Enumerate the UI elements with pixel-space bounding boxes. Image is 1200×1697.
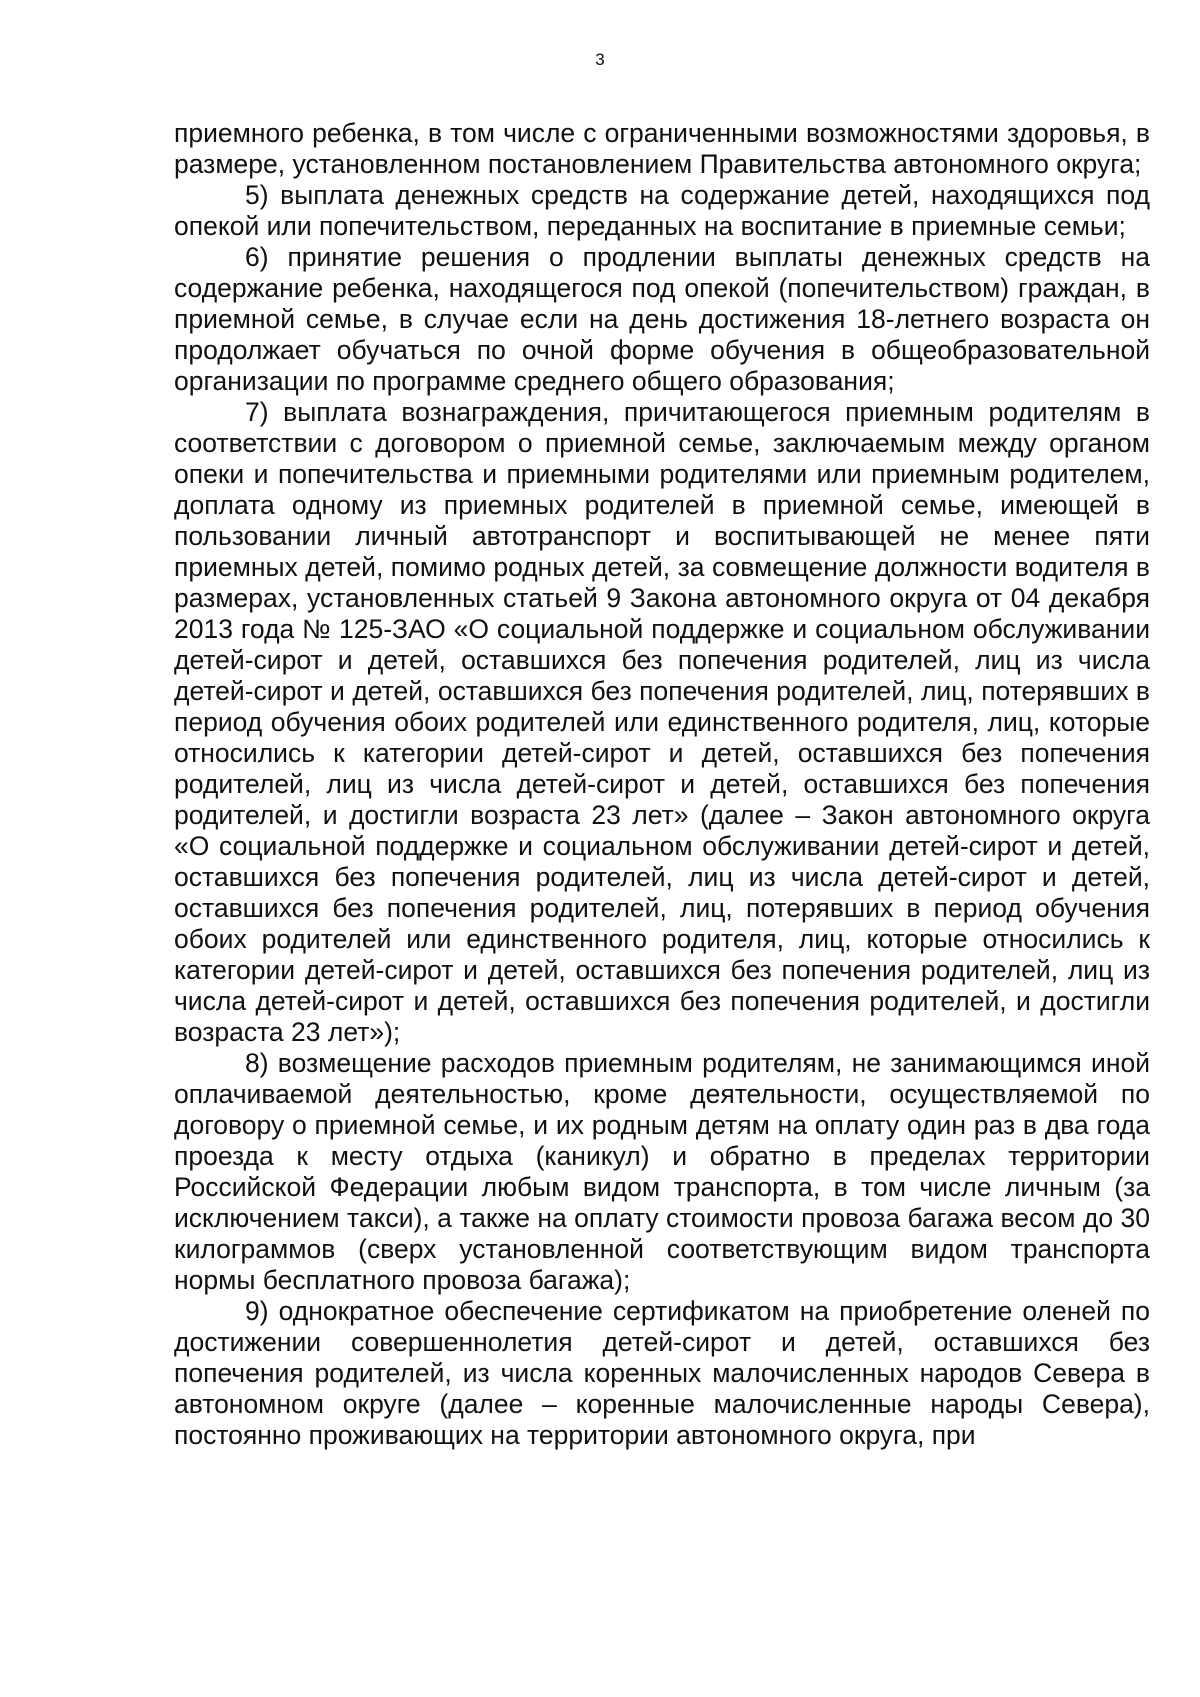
page-number: 3 bbox=[595, 50, 605, 69]
document-body bbox=[174, 118, 1150, 1451]
paragraph-item-8: 8) возмещение расходов приемным родителям, не занимающимся иной оплачиваемой деятельностью, кроме деятельности, осуществляемой по договору о приемной семье, и их родным детям на оплату один раз в два года проезда к месту отдыха (каникул) и обратно в пределах территории Российской Федерации любым видом транспорта, в том числе личным (за исключением такси), а также на оплату стоимости провоза багажа весом до 30 килограммов (сверх установленной соответствующим видом транспорта нормы бесплатного провоза багажа); bbox=[174, 1048, 1150, 1295]
paragraph-item-9: 9) однократное обеспечение сертификатом на приобретение оленей по достижении совершеннолетия детей-сирот и детей, оставшихся без попечения родителей, из числа коренных малочисленных народов Севера в автономном округе (далее – коренные малочисленные народы Севера), постоянно проживающих на территории автономного округа, при bbox=[174, 1296, 1150, 1450]
paragraph-continuation: приемного ребенка, в том числе с ограниченными возможностями здоровья, в размере, установленном постановлением Правительства автономного округа; bbox=[174, 118, 1150, 179]
paragraph-item-7: 7) выплата вознаграждения, причитающегося приемным родителям в соответствии с договором о приемной семье, заключаемым между органом опеки и попечительства и приемными родителями или приемным родителем, доплата одному из приемных родителей в приемной семье, имеющей в пользовании личный автотранспорт и воспитывающей не менее пяти приемных детей, помимо родных детей, за совмещение должности водителя в размерах, установленных статьей 9 Закона автономного округа от 04 декабря 2013 года № 125-ЗАО «О социальной поддержке и социальном обслуживании детей-сирот и детей, оставшихся без попечения родителей, лиц из числа детей-сирот и детей, оставшихся без попечения родителей, лиц, потерявших в период обучения обоих родителей или единственного родителя, лиц, которые относились к категории детей-сирот и детей, оставшихся без попечения родителей, лиц из числа детей-сирот и детей, оставшихся без попечения родителей, и достигли возраста 23 лет» (далее – Закон автономного округа «О социальной поддержке и социальном обслуживании детей-сирот и детей, оставшихся без попечения родителей, лиц из числа детей-сирот и детей, оставшихся без попечения родителей, лиц, потерявших в период обучения обоих родителей или единственного родителя, лиц, которые относились к категории детей-сирот и детей, оставшихся без попечения родителей, лиц из числа детей-сирот и детей, оставшихся без попечения родителей, и достигли возраста 23 лет»); bbox=[174, 397, 1150, 1047]
paragraph-item-5: 5) выплата денежных средств на содержание детей, находящихся под опекой или попечительством, переданных на воспитание в приемные семьи; bbox=[174, 180, 1150, 241]
paragraph-item-6: 6) принятие решения о продлении выплаты денежных средств на содержание ребенка, находящегося под опекой (попечительством) граждан, в приемной семье, в случае если на день достижения 18-летнего возраста он продолжает обучаться по очной форме обучения в общеобразовательной организации по программе среднего общего образования; bbox=[174, 242, 1150, 396]
